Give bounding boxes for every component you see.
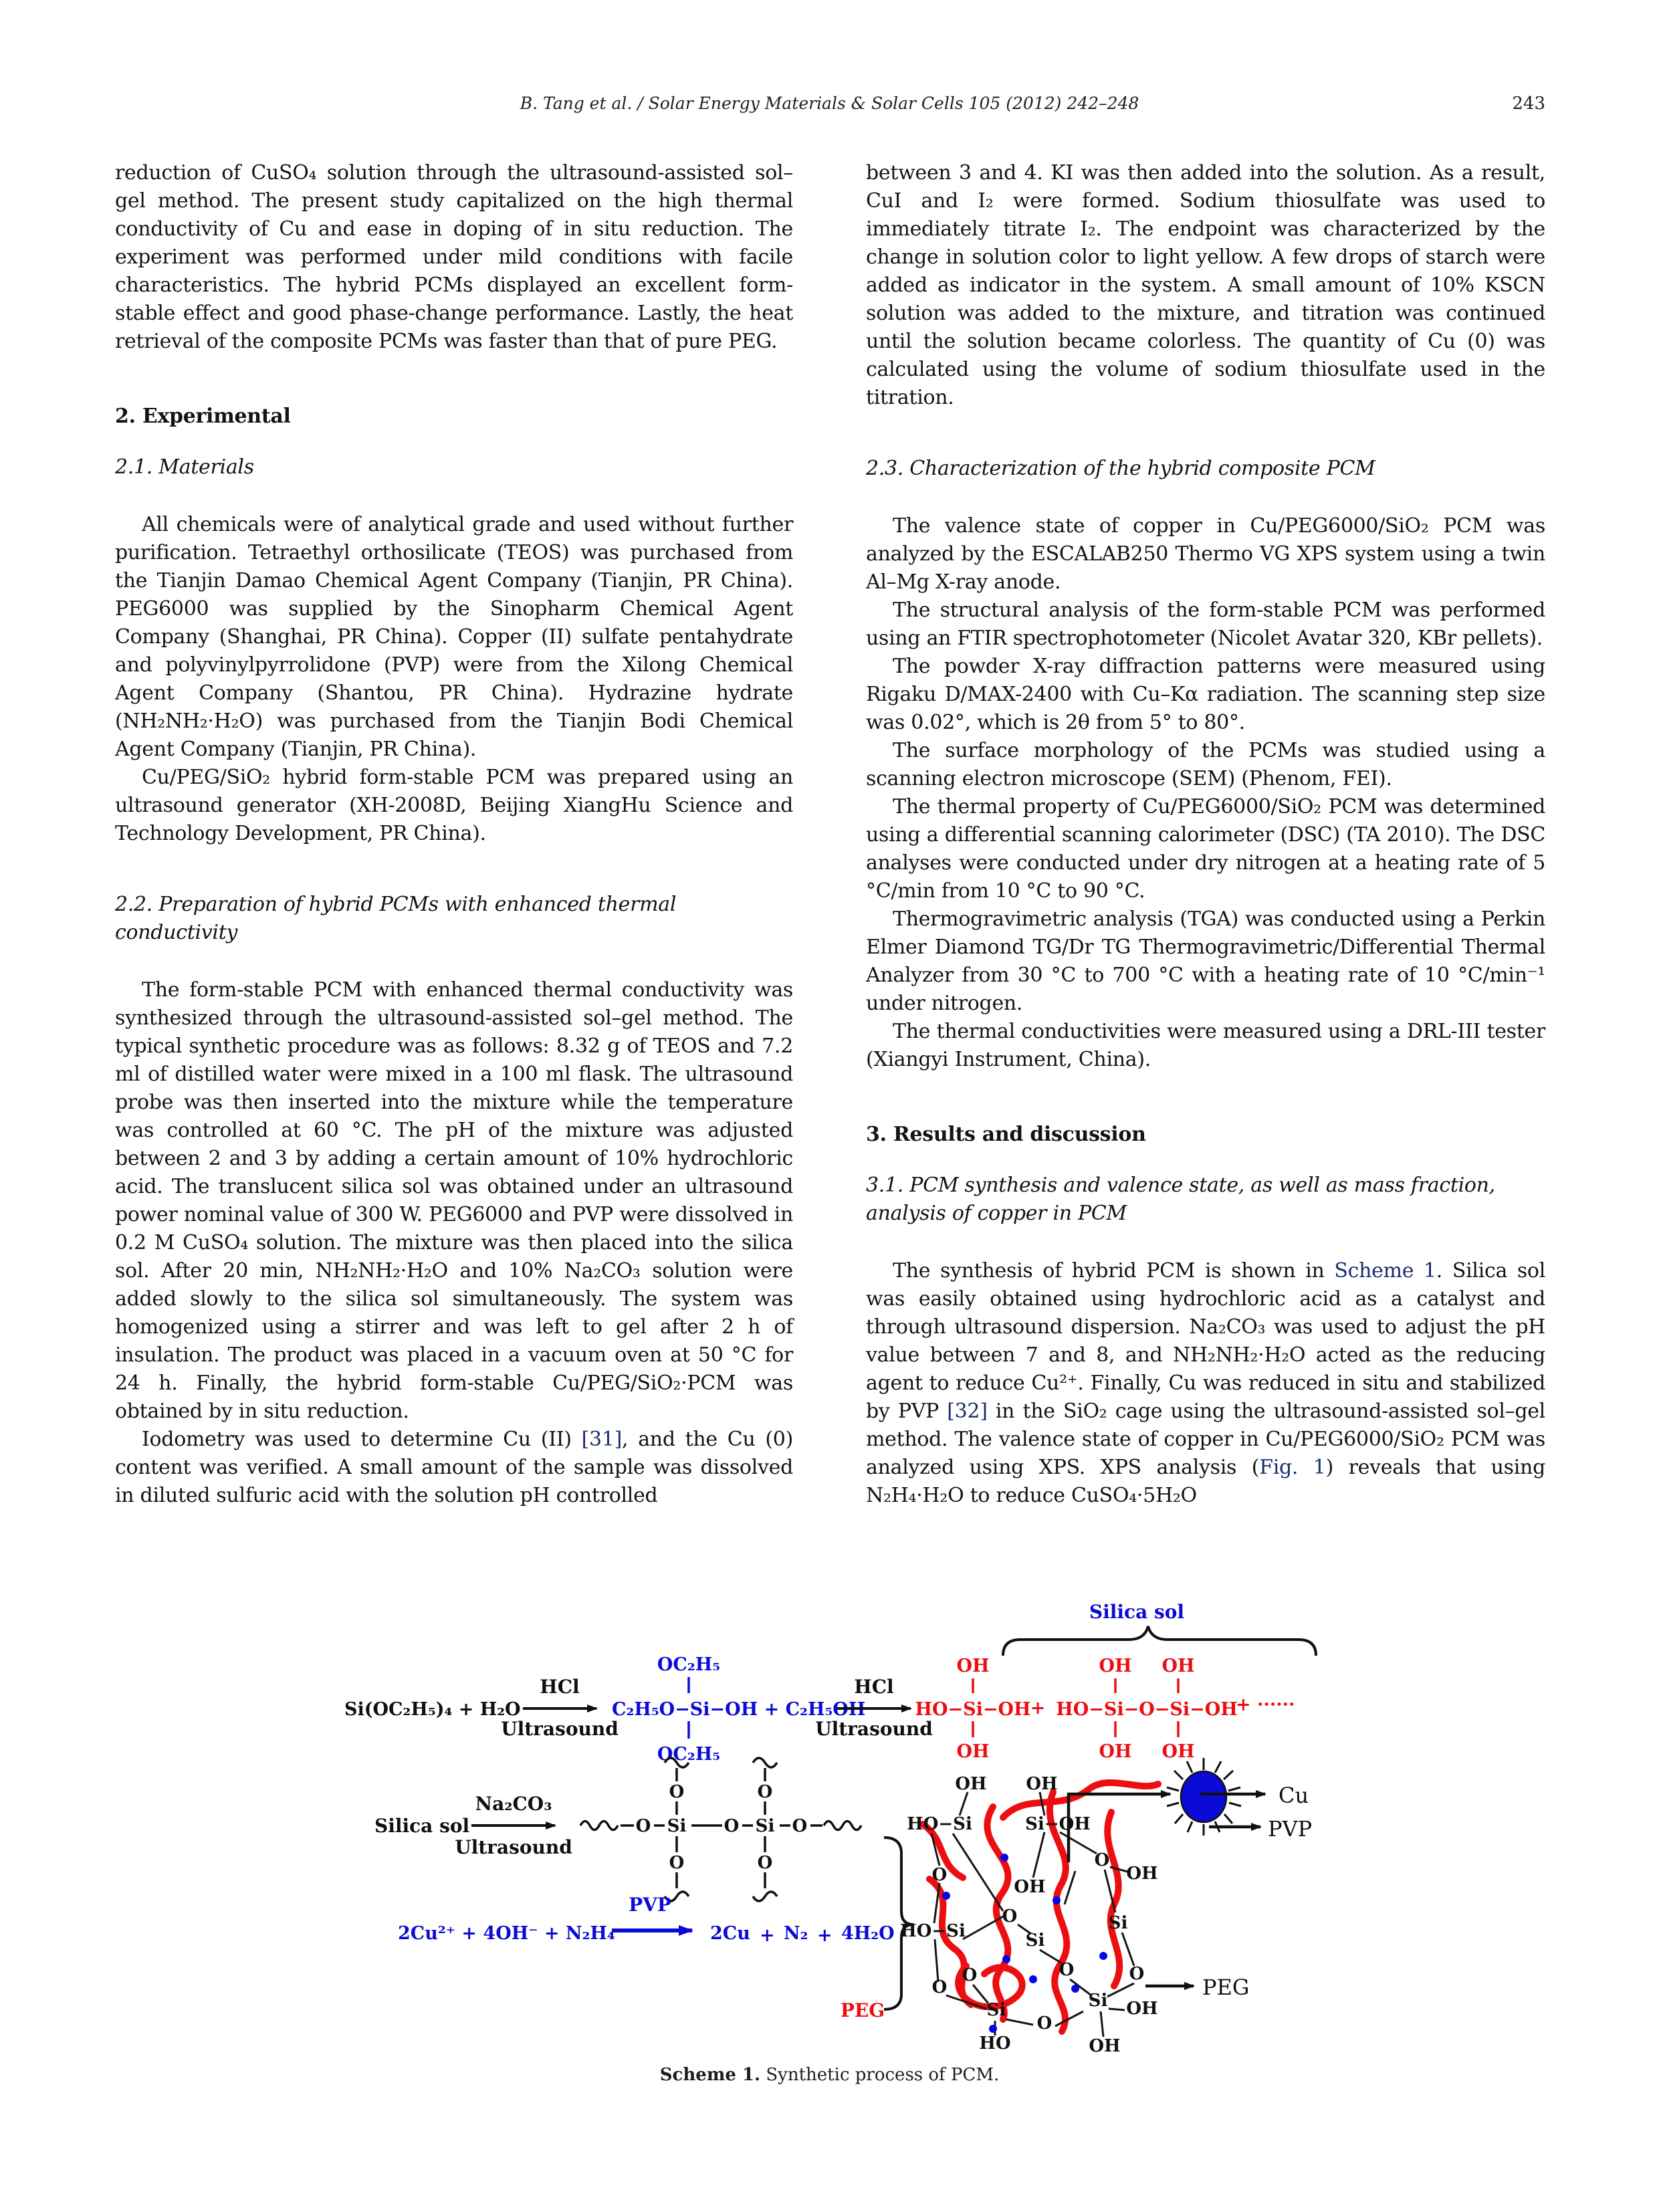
paragraph-sem: The surface morphology of the PCMs was studied using a scanning electron microscope (SEM) (Phenom, FEI). <box>866 739 1545 790</box>
formula-n2-product: N₂ <box>784 1923 808 1944</box>
plus-sign: + <box>817 1925 833 1946</box>
paragraph-intro: reduction of CuSO₄ solution through the ultrasound-assisted sol–gel method. The present study capitalized on the high thermal conductivity of Cu and ease in doping of in situ reduction. The experiment was performed under mild conditions with facile characteristics. The hybrid PCMs displayed an excellent form-stable effect and good phase-change performance. Lastly, the heat retrieval of the composite PCMs was faster than that of pure PEG. <box>115 161 793 353</box>
plus-sign: + <box>1030 1698 1046 1719</box>
silicon-label: Si <box>1108 1913 1128 1933</box>
oxygen-label: O <box>1129 1964 1145 1984</box>
formula-cu-product: 2Cu <box>710 1923 750 1944</box>
oxygen-label: O <box>757 1782 773 1802</box>
subsection-heading-materials: 2.1. Materials <box>115 455 254 479</box>
silica-sol-label: Silica sol <box>1089 1601 1185 1623</box>
oxygen-label: O <box>1059 1960 1075 1980</box>
silica-sol-brace <box>1003 1626 1316 1656</box>
silicon-label: Si <box>667 1816 687 1836</box>
paragraph-synthesis <box>866 1257 1545 1510</box>
running-head: B. Tang et al. / Solar Energy Materials & Solar Cells 105 (2012) 242–248 <box>520 94 1139 113</box>
paragraph-xrd: The powder X-ray diffraction patterns were measured using Rigaku D/MAX-2400 with Cu–Kα radiation. The scanning step size was 0.02°, which is 2θ from 5° to 80°. <box>866 655 1545 734</box>
formula-silicic-monomer: HO−Si−OH <box>915 1699 1031 1720</box>
text-segment: . Silica sol was easily obtained using hydrochloric acid as a catalyst and through ultrasound dispersion. Na₂CO₃ was used to adjust the pH value between 7 and 8, and NH₂NH₂·H₂O acted as the reducing agent to reduce Cu²⁺. Finally, Cu was reduced in situ and stabilized by PVP <box>866 1259 1545 1423</box>
cu-pvp-particle <box>1167 1758 1241 1836</box>
oxygen-label: O <box>635 1816 651 1836</box>
catalyst-label: HCl <box>854 1676 894 1698</box>
silicon-label: Si <box>1025 1930 1045 1951</box>
paragraph-conductivity: The thermal conductivities were measured using a DRL-III tester (Xiangyi Instrument, China). <box>866 1020 1545 1071</box>
oxygen-label: O <box>792 1816 808 1836</box>
formula-teos-water: Si(OC₂H₅)₄ + H₂O <box>344 1699 521 1720</box>
citation-32-link[interactable]: [32] <box>947 1400 988 1423</box>
scheme-caption-text: Synthetic process of PCM. <box>760 2065 1000 2085</box>
reaction-row-1 <box>344 1601 1316 1765</box>
section-heading-experimental: 2. Experimental <box>115 405 291 428</box>
scheme-caption-label: Scheme 1. <box>659 2065 761 2085</box>
paragraph-materials-1: All chemicals were of analytical grade and used without further purification. Tetraethyl orthosilicate (TEOS) was purchased from the Tianjin Damao Chemical Agent Company (Tianjin, PR China). PEG6000 was supplied by the Sinopharm Chemical Agent Company (Shanghai, PR China). Copper (II) sulfate pentahydrate and polyvinylpyrrolidone (PVP) were from the Xilong Chemical Agent Company (Shantou, PR China). Hydrazine hydrate (NH₂NH₂·H₂O) was purchased from the Tianjin Bodi Chemical Agent Company (Tianjin, PR China). <box>115 513 793 761</box>
paragraph-titration: between 3 and 4. KI was then added into the solution. As a result, CuI and I₂ were formed. Sodium thiosulfate was used to immediately titrate I₂. The endpoint was characterized by the change in solution color to light yellow. A few drops of starch were added as indicator in the system. A small amount of 10% KSCN solution was added to the mixture, and titration was continued until the solution became colorless. The quantity of Cu (0) was calculated using the volume of sodium thiosulfate used in the titration. <box>866 161 1545 409</box>
siloxane-chain-bonds <box>580 1758 861 1901</box>
right-column <box>866 159 1545 1510</box>
figure-1-link[interactable]: Fig. 1 <box>1259 1456 1326 1479</box>
scheme-caption <box>0 2065 1659 2085</box>
reagent-label: Na₂CO₃ <box>475 1793 552 1815</box>
oxygen-label: O <box>757 1853 773 1873</box>
hydroxyl-label: OH <box>1026 1774 1058 1794</box>
citation-31-link[interactable]: [31] <box>581 1428 623 1451</box>
page-number: 243 <box>1512 94 1545 114</box>
ellipsis-dots: + ······ <box>1236 1694 1295 1715</box>
pvp-label: PVP <box>1268 1816 1313 1842</box>
scheme-1-figure <box>334 1591 1367 2063</box>
condition-label: Ultrasound <box>455 1836 572 1858</box>
text-segment: Iodometry was used to determine Cu (II) <box>142 1428 582 1451</box>
catalyst-label: HCl <box>540 1676 580 1698</box>
paragraph-tga: Thermogravimetric analysis (TGA) was conducted using a Perkin Elmer Diamond TG/Dr TG Thermogravimetric/Differential Thermal Analyzer from 30 °C to 700 °C with a heating rate of 10 °C/min⁻¹ under nitrogen. <box>866 907 1545 1015</box>
hydroxyl-label: OH <box>1099 1656 1132 1676</box>
cu-label: Cu <box>1279 1783 1309 1808</box>
scheme-1-drawing <box>334 1591 1367 2063</box>
text-segment: , and the Cu (0) content was verified. A small amount of the sample was dissolved in diluted sulfuric acid with the solution pH controlled <box>115 1428 793 1507</box>
oxygen-label: O <box>669 1782 685 1802</box>
plus-sign: + <box>760 1925 775 1946</box>
hydroxyl-label: OH <box>1126 1864 1158 1884</box>
text-segment: ) reveals that using N₂H₄·H₂O to reduce CuSO₄·5H₂O <box>866 1456 1545 1507</box>
paragraph-ftir: The structural analysis of the form-stable PCM was performed using an FTIR spectrophotometer (Nicolet Avatar 320, KBr pellets). <box>866 598 1545 650</box>
formula-silicic-dimer: HO−Si−O−Si−OH <box>1056 1699 1238 1720</box>
formula-ethoxy-top: OC₂H₅ <box>657 1654 721 1675</box>
siloxane-chain-atoms <box>636 1782 808 1873</box>
silanol-intermediate <box>612 1654 865 1765</box>
oxygen-label: O <box>1094 1850 1110 1870</box>
oxygen-label: O <box>1036 2013 1053 2033</box>
oxygen-label: O <box>1002 1906 1018 1926</box>
paragraph-xps: The valence state of copper in Cu/PEG6000/SiO₂ PCM was analyzed by the ESCALAB250 Thermo VG XPS system using a twin Al–Mg X-ray anode. <box>866 514 1545 594</box>
section-heading-results: 3. Results and discussion <box>866 1123 1146 1146</box>
hydroxyl-label: OH <box>1014 1877 1046 1897</box>
formula-ethoxy-bottom: OC₂H₅ <box>657 1744 721 1765</box>
condition-label: Ultrasound <box>815 1718 933 1740</box>
text-segment: The synthesis of hybrid PCM is shown in <box>893 1259 1335 1283</box>
formula-silanol: C₂H₅O−Si−OH + C₂H₅OH <box>612 1699 866 1720</box>
ho-si-label: HO−Si <box>900 1921 966 1941</box>
silicon-label: Si <box>986 2000 1006 2020</box>
text-segment: in the SiO₂ cage using the ultrasound-assisted sol–gel method. The valence state of copper in Cu/PEG6000/SiO₂ PCM was analyzed using XPS. XPS analysis ( <box>866 1400 1545 1479</box>
si-oh-label: Si−OH <box>1025 1814 1091 1834</box>
subsection-heading-preparation: 2.2. Preparation of hybrid PCMs with enhanced thermal conductivity <box>115 893 677 944</box>
ho-label: HO <box>979 2033 1011 2054</box>
oxygen-label: O <box>931 1865 948 1885</box>
hydroxyl-label: OH <box>1099 1741 1132 1762</box>
hydroxyl-label: OH <box>1089 2036 1121 2056</box>
silica-sol-reactant: Silica sol <box>374 1815 470 1837</box>
subsection-heading-synthesis: 3.1. PCM synthesis and valence state, as well as mass fraction, analysis of copper in PCM <box>866 1174 1495 1225</box>
condition-label: Ultrasound <box>501 1718 619 1740</box>
ho-si-label: HO−Si <box>907 1814 972 1834</box>
scheme-1-link[interactable]: Scheme 1 <box>1334 1259 1436 1283</box>
hydroxyl-label: OH <box>1162 1656 1195 1676</box>
hydroxyl-label: OH <box>956 1656 990 1676</box>
pcm-network <box>900 1758 1312 2056</box>
formula-water-product: 4H₂O <box>841 1923 895 1944</box>
oxygen-label: O <box>669 1853 685 1873</box>
paragraph-dsc: The thermal property of Cu/PEG6000/SiO₂ PCM was determined using a differential scanning calorimeter (DSC) (TA 2010). The DSC analyses were conducted under dry nitrogen at a heating rate of 5 °C/min from 10 °C to 90 °C. <box>866 795 1545 903</box>
peg-label: PEG <box>1202 1975 1250 2000</box>
hydroxyl-label: OH <box>1162 1741 1195 1762</box>
subsection-heading-characterization: 2.3. Characterization of the hybrid composite PCM <box>866 457 1375 480</box>
paragraph-preparation: The form-stable PCM with enhanced thermal conductivity was synthesized through the ultrasound-assisted sol–gel method. The typical synthetic procedure was as follows: 8.32 g of TEOS and 7.2 ml of distilled water were mixed in a 100 ml flask. The ultrasound probe was then inserted into the mixture while the temperature was controlled at 60 °C. The pH of the mixture was adjusted between 2 and 3 by adding a certain amount of 10% hydrochloric acid. The translucent silica sol was obtained under an ultrasound power nominal value of 300 W. PEG6000 and PVP were dissolved in 0.2 M CuSO₄ solution. The mixture was then placed into the silica sol. After 20 min, NH₂NH₂·H₂O and 10% Na₂CO₃ solution were added slowly to the silica sol simultaneously. The system was homogenized using a stirrer and was left to gel after 2 h of insulation. The product was placed in a vacuum oven at 50 °C for 24 h. Finally, the hybrid form-stable Cu/PEG/SiO₂·PCM was obtained by in situ reduction. <box>115 978 793 1423</box>
oxygen-label: O <box>962 1965 978 1985</box>
peg-red-label: PEG <box>840 1999 885 2021</box>
pvp-over-arrow-label: PVP <box>629 1894 671 1916</box>
oxygen-label: O <box>931 1977 948 1997</box>
hydroxyl-label: OH <box>956 1741 990 1762</box>
left-column <box>115 159 793 1510</box>
paragraph-materials-2: Cu/PEG/SiO₂ hybrid form-stable PCM was prepared using an ultrasound generator (XH-2008D, Beijing XiangHu Science and Technology Development, PR China). <box>115 766 793 845</box>
oxygen-label: O <box>724 1816 740 1836</box>
hydroxyl-label: OH <box>1126 1999 1158 2019</box>
silicon-label: Si <box>755 1816 775 1836</box>
cu-colloid-ellipse <box>1181 1771 1226 1822</box>
formula-reduction-lhs: 2Cu²⁺ + 4OH⁻ + N₂H₄ <box>398 1923 615 1944</box>
hydroxyl-label: OH <box>955 1774 987 1794</box>
silica-sol-species <box>915 1656 1295 1762</box>
paragraph-iodometry <box>115 1426 793 1510</box>
reaction-row-2 <box>374 1758 861 1901</box>
silicon-label: Si <box>1088 1991 1108 2011</box>
network-atoms <box>900 1774 1157 2056</box>
reaction-row-3 <box>398 1838 913 2021</box>
